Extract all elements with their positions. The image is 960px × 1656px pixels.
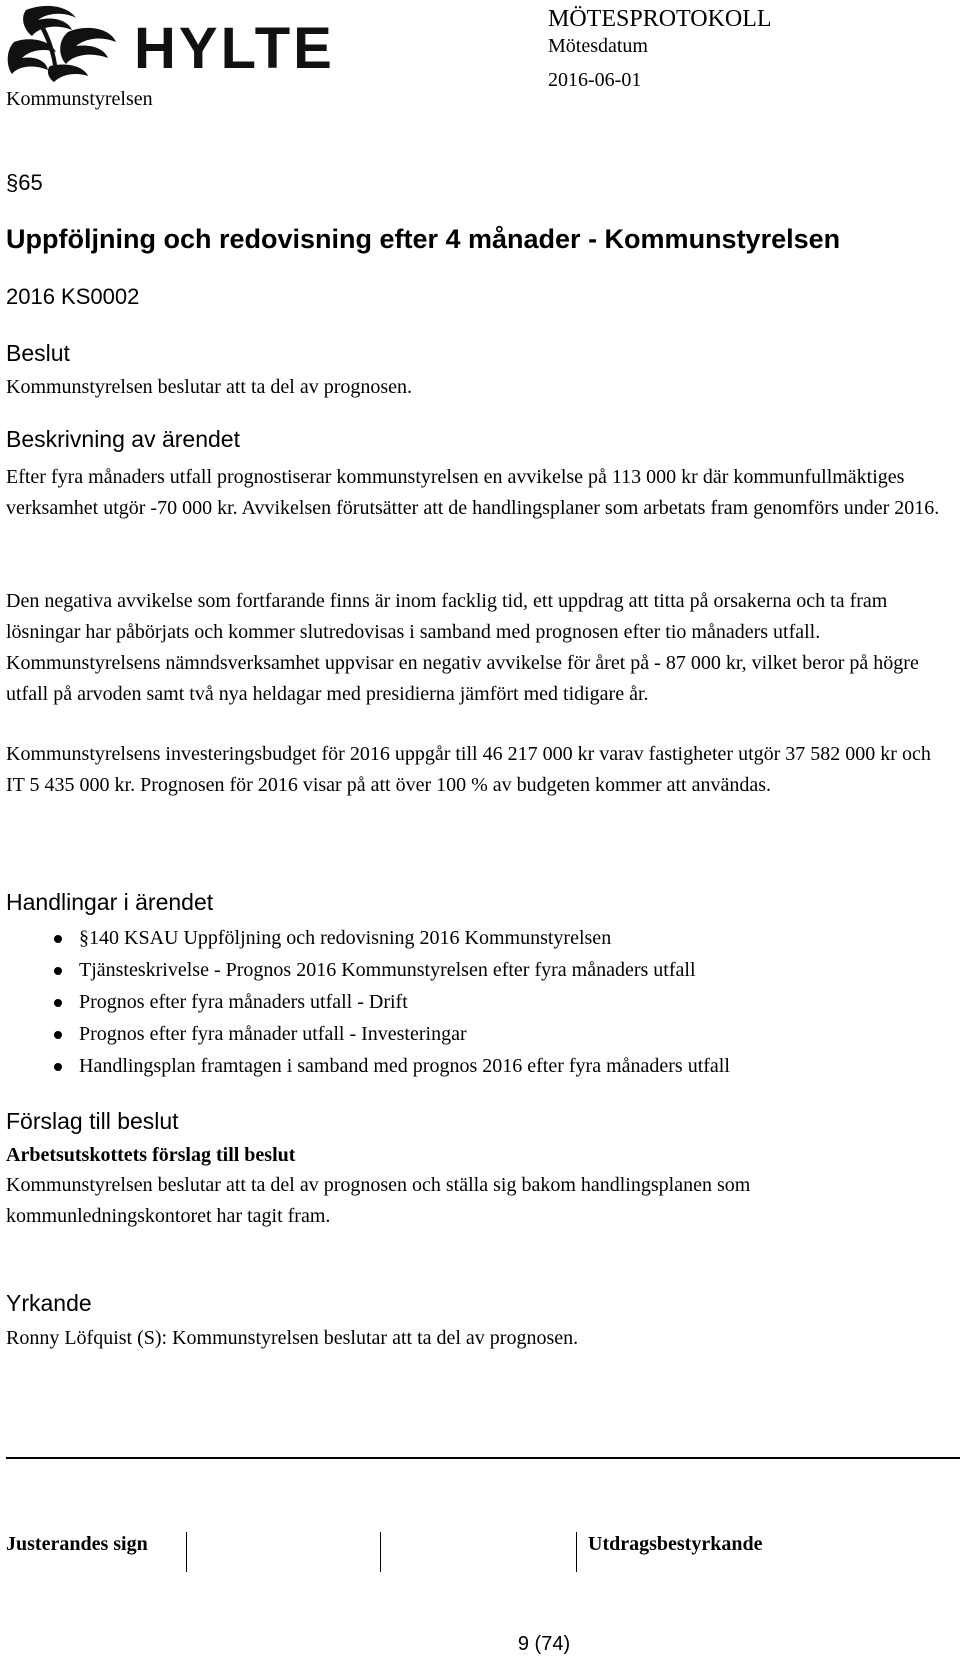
list-item: Handlingsplan framtagen i samband med prognos 2016 efter fyra månaders utfall <box>6 1051 730 1083</box>
handlingar-heading: Handlingar i ärendet <box>6 889 214 915</box>
justerandes-sign-label: Justerandes sign <box>6 1533 148 1555</box>
yrkande-heading: Yrkande <box>6 1290 92 1316</box>
header-meta <box>548 4 772 93</box>
meeting-date-label: Mötesdatum <box>548 35 648 57</box>
forslag-heading: Förslag till beslut <box>6 1108 179 1134</box>
beskrivning-paragraph-3: Kommunstyrelsens investeringsbudget för 2016 uppgår till 46 217 000 kr varav fastigheter utgör 37 582 000 kr och IT 5 435 000 kr. Prognosen för 2016 visar på att över 100 % av budgeten kommer att användas. <box>6 743 931 796</box>
document-list <box>6 923 730 1083</box>
organization-name: Kommunstyrelsen <box>6 88 153 110</box>
signature-separator <box>576 1532 577 1572</box>
hylte-logo <box>6 2 336 93</box>
document-type: MÖTESPROTOKOLL <box>548 6 772 32</box>
yrkande-text: Ronny Löfquist (S): Kommunstyrelsen beslutar att ta del av prognosen. <box>6 1327 579 1349</box>
case-number: 2016 KS0002 <box>6 284 140 309</box>
list-item: §140 KSAU Uppföljning och redovisning 2016 Kommunstyrelsen <box>6 923 730 955</box>
beskrivning-heading: Beskrivning av ärendet <box>6 426 240 452</box>
forslag-text: Kommunstyrelsen beslutar att ta del av prognosen och ställa sig bakom handlingsplanen som kommunledningskontoret har tagit fram. <box>6 1174 751 1227</box>
list-item: Prognos efter fyra månaders utfall - Drift <box>6 987 730 1019</box>
list-item: Tjänsteskrivelse - Prognos 2016 Kommunstyrelsen efter fyra månaders utfall <box>6 955 730 987</box>
forslag-subheading: Arbetsutskottets förslag till beslut <box>6 1144 296 1166</box>
beslut-text: Kommunstyrelsen beslutar att ta del av prognosen. <box>6 376 413 398</box>
paragraph-number: §65 <box>6 170 43 195</box>
list-item: Prognos efter fyra månader utfall - Investeringar <box>6 1019 730 1051</box>
hylte-emblem-icon <box>6 2 336 88</box>
beslut-heading: Beslut <box>6 340 70 366</box>
utdragsbestyrkande-label: Utdragsbestyrkande <box>588 1533 763 1555</box>
footer-divider <box>6 1457 960 1459</box>
case-title: Uppföljning och redovisning efter 4 månader - Kommunstyrelsen <box>6 224 841 254</box>
signature-separator <box>380 1532 381 1572</box>
logo-wordmark: HYLTE <box>134 16 335 81</box>
page-number: 9 (74) <box>517 1633 571 1655</box>
meeting-date-value: 2016-06-01 <box>548 69 642 91</box>
beskrivning-paragraph-2: Den negativa avvikelse som fortfarande finns är inom facklig tid, ett uppdrag att titta på orsakerna och ta fram lösningar har påbörjats och kommer slutredovisas i samband med prognosen efter tio månaders utfall. Kommunstyrelsens nämndsverksamhet uppvisar en negativ avvikelse för året på - 87 000 kr, vilket beror på högre utfall på arvoden samt två nya heldagar med presidierna jämfört med tidigare år. <box>6 590 919 705</box>
signature-separator <box>186 1532 187 1572</box>
beskrivning-paragraph-1: Efter fyra månaders utfall prognostiserar kommunstyrelsen en avvikelse på 113 000 kr där kommunfullmäktiges verksamhet utgör -70 000 kr. Avvikelsen förutsätter att de handlingsplaner som arbetats fram genomförs under 2016. <box>6 466 940 519</box>
